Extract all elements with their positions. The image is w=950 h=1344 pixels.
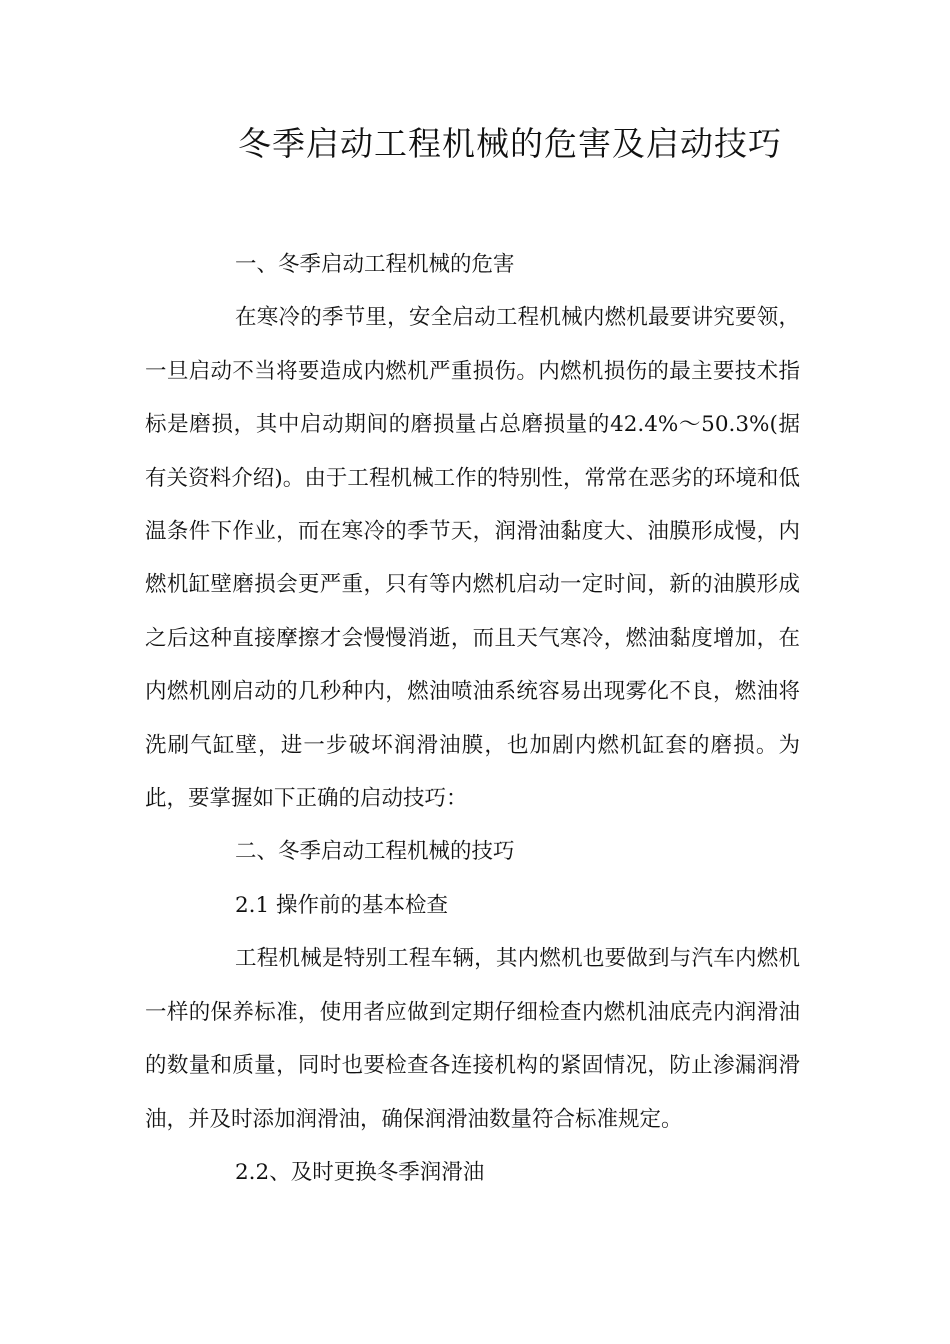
subsection-2-1-heading: 2.1 操作前的基本检查 [235, 892, 449, 918]
document-body [145, 238, 800, 1199]
section-2-heading: 二、冬季启动工程机械的技巧 [235, 839, 515, 865]
section-1-heading: 一、冬季启动工程机械的危害 [235, 252, 515, 277]
section-1-paragraph: 在寒冷的季节里，安全启动工程机械内燃机最要讲究要领，一旦启动不当将要造成内燃机严重损伤。内燃机损伤的最主要技术指标是磨损，其中启动期间的磨损量占总磨损量的42.4%～50.3%(据有关资料介绍)。由于工程机械工作的特别性，常常在恶劣的环境和低温条件下作业，而在寒冷的季节天，润滑油黏度大、油膜形成慢，内燃机缸壁磨损会更严重，只有等内燃机启动一定时间，新的油膜形成之后这种直接摩擦才会慢慢消逝，而且天气寒冷，燃油黏度增加，在内燃机刚启动的几秒种内，燃油喷油系统容易出现雾化不良，燃油将洗刷气缸壁，进一步破坏润滑油膜，也加剧内燃机缸套的磨损。为此，要掌握如下正确的启动技巧： [145, 305, 800, 812]
document-title: 冬季启动工程机械的危害及启动技巧 [238, 124, 782, 163]
subsection-2-2-heading: 2.2、及时更换冬季润滑油 [235, 1159, 485, 1185]
subsection-2-1-paragraph: 工程机械是特别工程车辆，其内燃机也要做到与汽车内燃机一样的保养标准，使用者应做到定期仔细检查内燃机油底壳内润滑油的数量和质量，同时也要检查各连接机构的紧固情况，防止渗漏润滑油，并及时添加润滑油，确保润滑油数量符合标准规定。 [145, 946, 800, 1132]
